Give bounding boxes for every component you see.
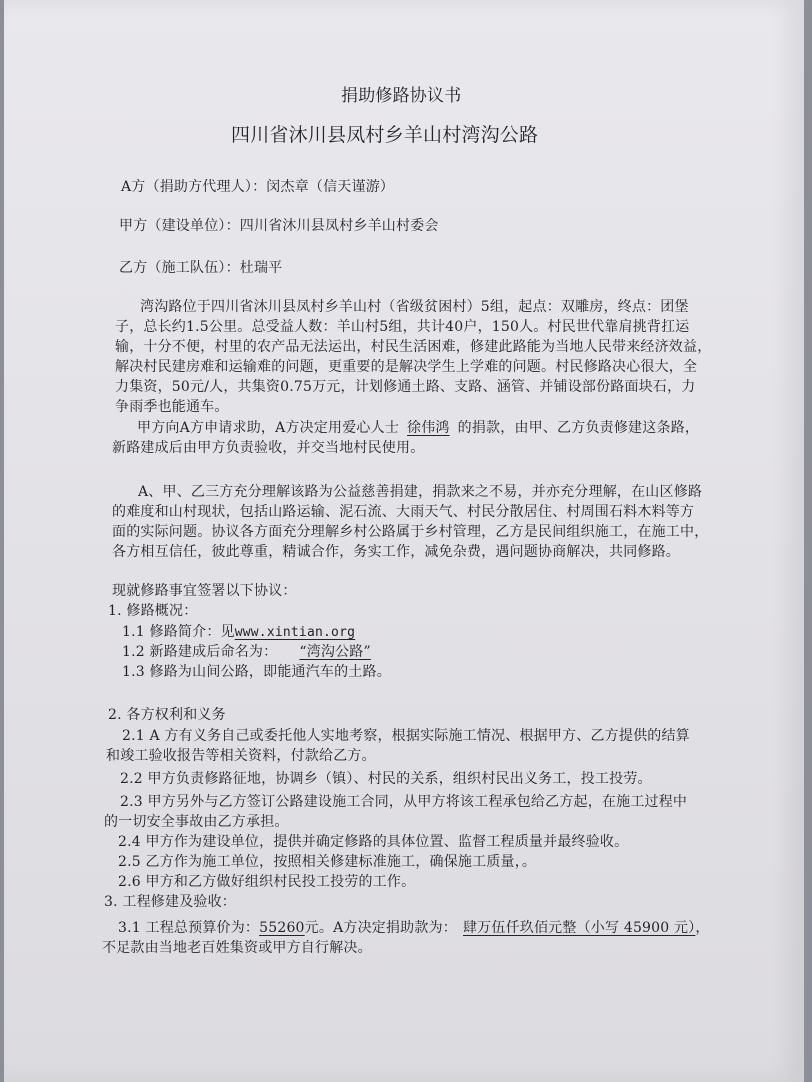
paragraph-1-line: 子，总长约1.5公里。总受益人数：羊山村5组，共计40户，150人。村民世代靠肩挑背扛运	[115, 319, 690, 335]
paragraph-1-line: 力集资，50元/人，共集资0.75万元，计划修通土路、支路、涵管、并铺设部份路面块石，力	[115, 379, 696, 395]
document-subtitle: 四川省沐川县凤村乡羊山村湾沟公路	[231, 124, 539, 146]
clause-2-3-line-2: 的一切安全事故由乙方承担。	[104, 814, 289, 830]
clause-2-4: 2.4 甲方作为建设单位，提供并确定修路的具体位置、监督工程质量并最终验收。	[118, 834, 629, 850]
paragraph-3-line: 面的实际问题。协议各方面充分理解乡村公路属于乡村管理，乙方是民间组织施工，在施工中，	[112, 524, 709, 540]
website-link[interactable]: www.xintian.org	[234, 625, 356, 640]
paragraph-1-line: 解决村民建房难和运输难的问题，更重要的是解决学生上学难的问题。村民修路决心很大，全	[115, 359, 698, 375]
clause-2-3-line-1: 2.3 甲方另外与乙方签订公路建设施工合同，从甲方将该工程承包给乙方起，在施工过程中	[120, 794, 688, 810]
clause-2-2: 2.2 甲方负责修路征地，协调乡（镇）、村民的关系，组织村民出义务工，投工投劳。	[120, 771, 652, 787]
clause-3-1-text: 3.1 工程总预算价为：	[118, 920, 260, 936]
clause-1-2	[122, 642, 393, 662]
party-jia-line: 甲方（建设单位）：四川省沐川县凤村乡羊山村委会	[119, 218, 439, 234]
paragraph-3-line: 的难度和山村现状，包括山路运输、泥石流、大雨天气、村民分散居住、村周围石料木料等方	[112, 504, 695, 520]
party-a-line: A方（捐助方代理人）：闵杰章（信天谨游）	[121, 179, 395, 195]
section-1-heading: 1. 修路概况：	[108, 603, 198, 619]
budget-amount: 55260	[259, 920, 305, 936]
paragraph-1-line: 输，十分不便，村里的农产品无法运出，村民生活困难，修建此路能为当地人民带来经济效益，	[115, 339, 712, 355]
paragraph-2-text: 的捐款，由甲、乙方负责修建这条路，	[457, 420, 700, 436]
clause-2-1-line-2: 和竣工验收报告等相关资料，付款给乙方。	[106, 748, 376, 764]
clause-1-3: 1.3 修路为山间公路，即能通汽车的土路。	[122, 664, 391, 680]
paragraph-3-line: A、甲、乙三方充分理解该路为公益慈善捐建，捐款来之不易，并亦充分理解，在山区修路	[138, 484, 703, 500]
paragraph-2-line-2: 新路建成后由甲方负责验收，并交当地村民使用。	[112, 440, 425, 456]
clause-1-1	[122, 622, 355, 643]
paragraph-1-line: 争雨季也能通车。	[115, 399, 229, 415]
section-2-heading: 2. 各方权利和义务	[108, 707, 226, 723]
clause-1-1-text: 1.1 修路简介：见	[122, 624, 235, 640]
clause-2-6: 2.6 甲方和乙方做好组织村民投工投劳的工作。	[118, 874, 416, 890]
party-yi-line: 乙方（施工队伍）：杜瑞平	[119, 260, 283, 276]
donation-amount: 肆万伍仟玖佰元整（小写 45900 元）	[462, 920, 696, 936]
clause-3-1-text: 元。A方决定捐助款为：	[304, 920, 457, 936]
clause-3-1-text: ，	[695, 920, 710, 936]
section-3-heading: 3. 工程修建及验收：	[104, 894, 237, 910]
paragraph-3-line: 各方相互信任，彼此尊重，精诚合作，务实工作，减免杂费，遇问题协商解决，共同修路。	[112, 544, 680, 560]
road-name: “湾沟公路”	[299, 644, 371, 660]
clause-1-2-text: 1.2 新路建成后命名为：	[122, 644, 278, 660]
document-page	[4, 0, 804, 1082]
paragraph-2-text: 甲方向A方申请求助，A方决定用爱心人士	[137, 420, 400, 436]
clause-3-1-line-1	[118, 918, 710, 938]
document-title: 捐助修路协议书	[341, 86, 462, 106]
clause-3-1-line-2: 不足款由当地老百姓集资或甲方自行解决。	[102, 940, 372, 956]
clause-2-5: 2.5 乙方作为施工单位，按照相关修建标准施工，确保施工质量，。	[118, 854, 537, 870]
donor-name: 徐伟鸿	[407, 420, 450, 436]
agreement-intro: 现就修路事宜签署以下协议：	[112, 583, 297, 599]
paragraph-2-line-1	[137, 418, 699, 438]
paragraph-1-line: 湾沟路位于四川省沐川县凤村乡羊山村（省级贫困村）5组，起点：双雕房，终点：团堡	[140, 299, 689, 315]
clause-2-1-line-1: 2.1 A 方有义务自己或委托他人实地考察，根据实际施工情况、根据甲方、乙方提供的结算	[122, 728, 690, 744]
